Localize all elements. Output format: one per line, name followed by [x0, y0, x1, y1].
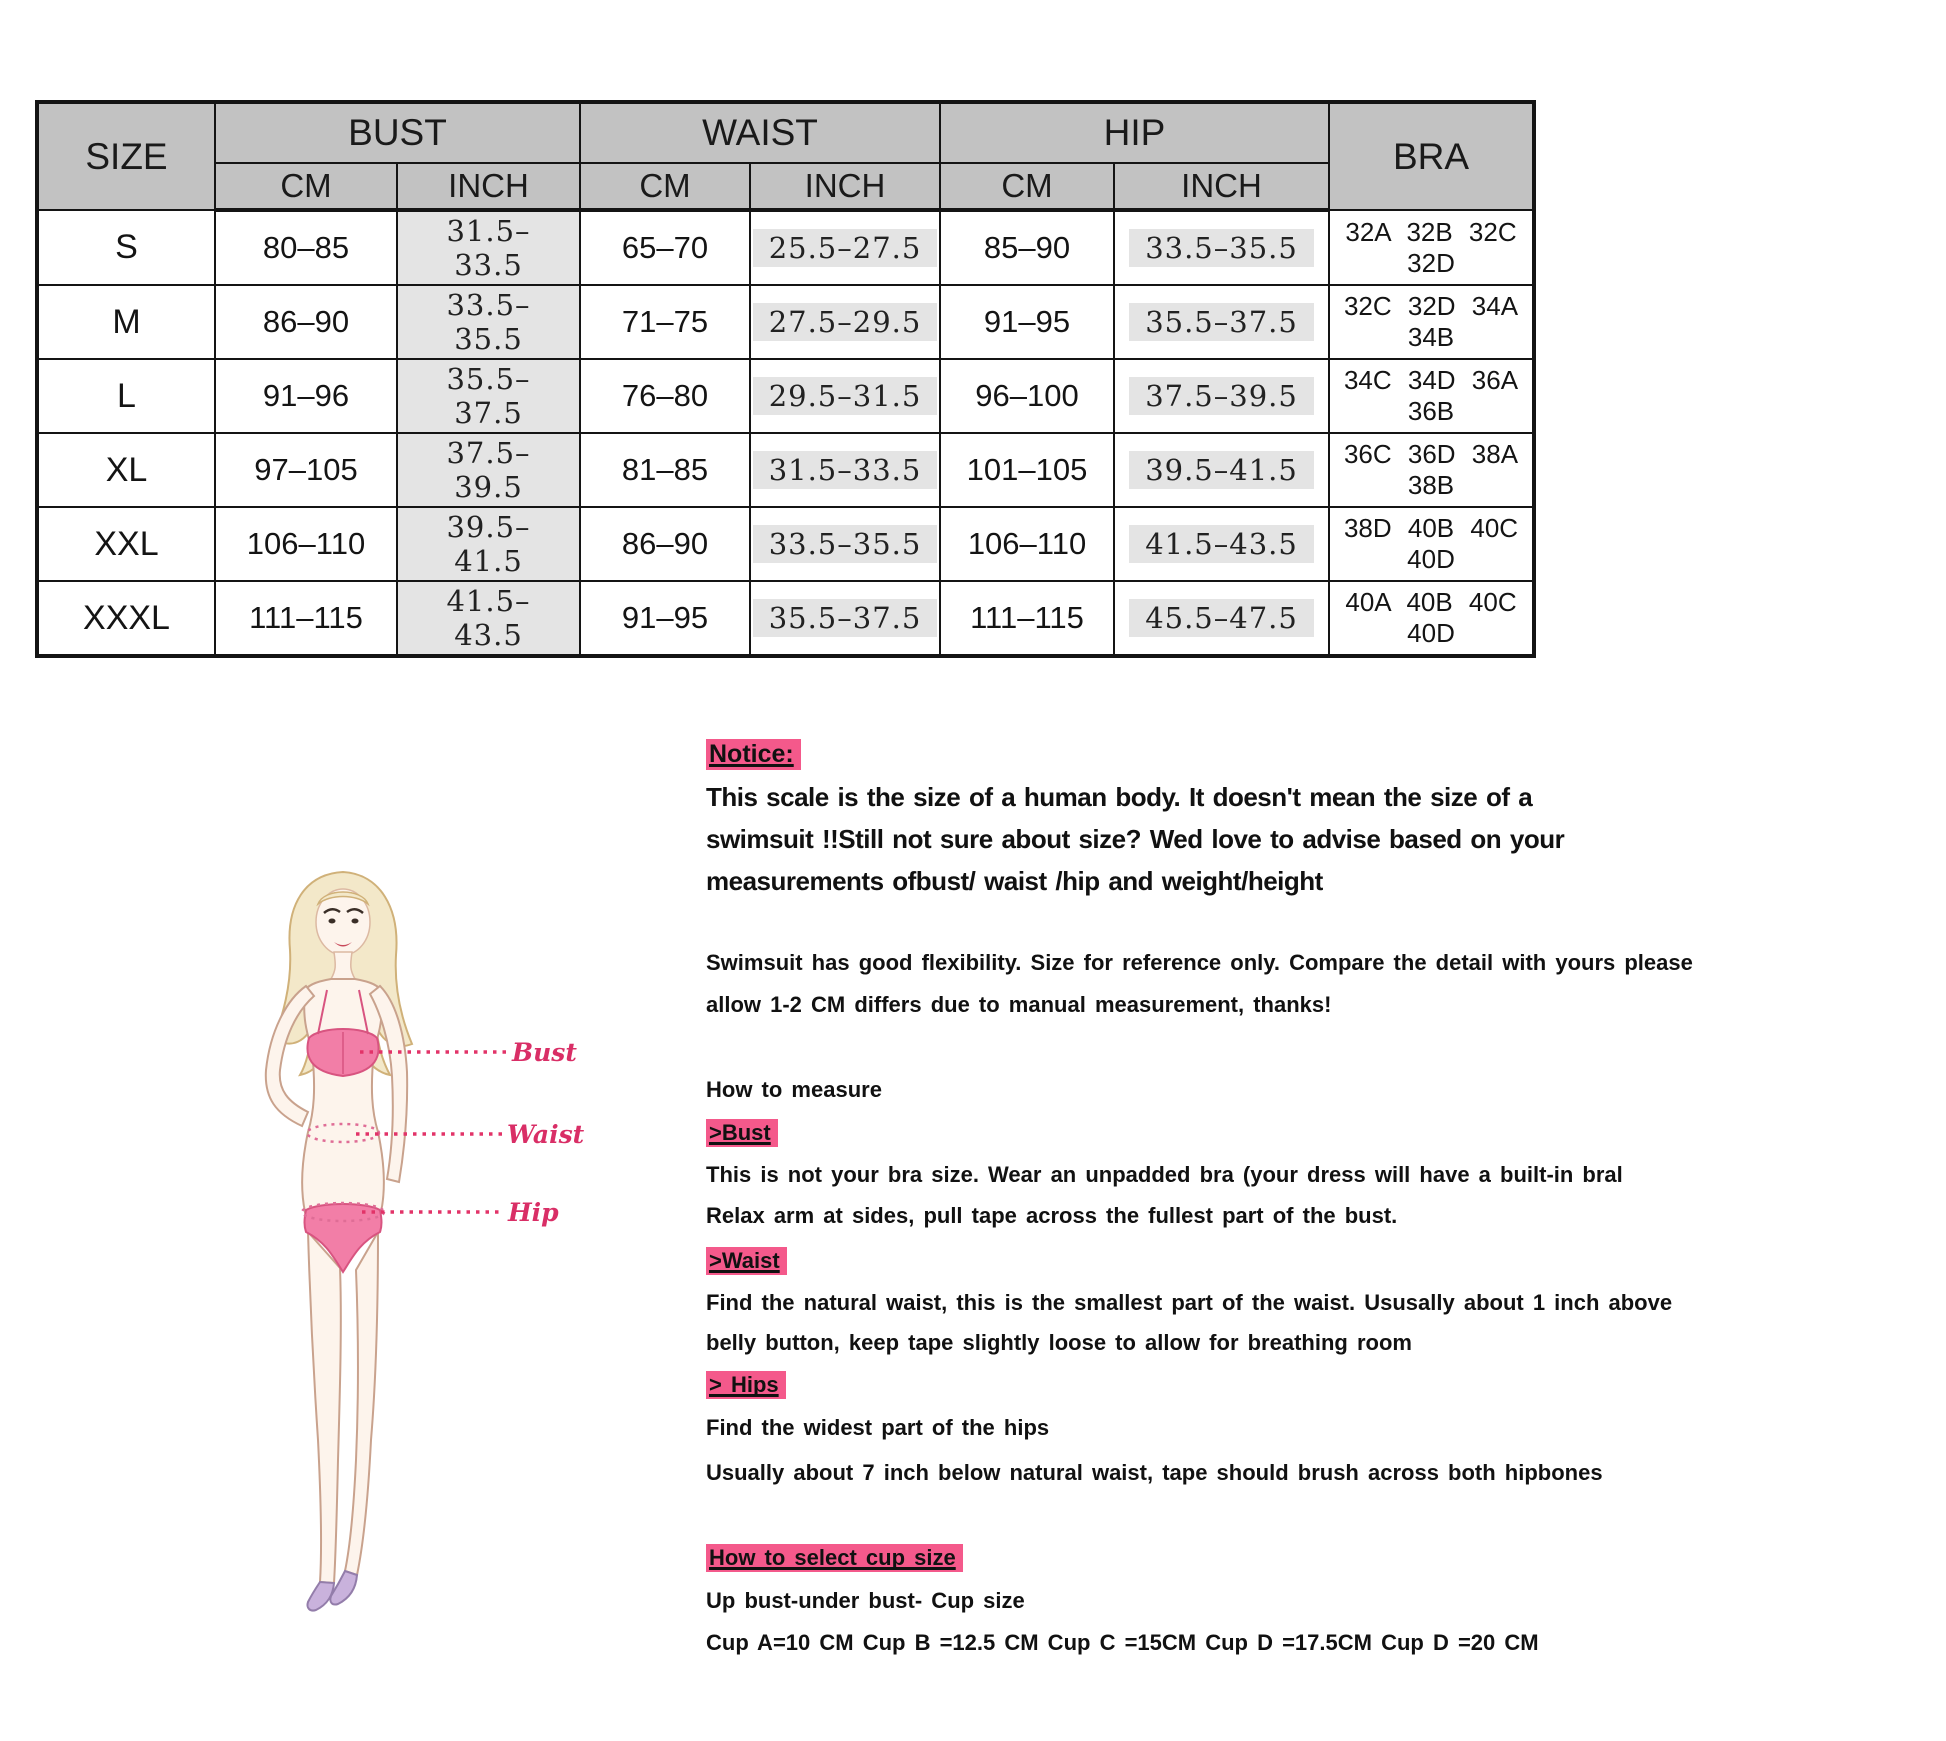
cell-waist-cm: 65–70	[580, 210, 750, 285]
body-measurement-illustration	[210, 860, 630, 1620]
inch-value: 37.5–39.5	[398, 434, 579, 506]
cell-hip-cm: 106–110	[940, 507, 1114, 581]
cell-bust-cm: 91–96	[215, 359, 397, 433]
inch-value: 41.5–43.5	[1129, 525, 1314, 563]
cell-hip-inch	[1114, 285, 1329, 359]
flexibility-line: allow 1-2 CM differs due to manual measurement, thanks!	[706, 992, 1332, 1017]
cup-size-line: Cup A=10 CM Cup B =12.5 CM Cup C =15CM Cup D =17.5CM Cup D =20 CM	[706, 1630, 1539, 1655]
waist-heading	[706, 1248, 787, 1274]
hips-instruction-line: Find the widest part of the hips	[706, 1415, 1050, 1440]
cell-waist-cm: 86–90	[580, 507, 750, 581]
cell-hip-inch	[1114, 507, 1329, 581]
notice-line: swimsuit !!Still not sure about size? Wed love to advise based on your	[706, 824, 1565, 854]
table-row-m	[37, 285, 1534, 359]
cell-size: L	[37, 359, 215, 433]
table-row-xl	[37, 433, 1534, 507]
cell-bust-cm: 80–85	[215, 210, 397, 285]
neck	[331, 952, 355, 979]
right-leg	[345, 1232, 378, 1575]
inch-value: 35.5–37.5	[753, 599, 938, 637]
waist-heading-highlight: >Waist	[706, 1247, 787, 1275]
cell-hip-inch	[1114, 359, 1329, 433]
cell-hip-cm: 96–100	[940, 359, 1114, 433]
header-waist: WAIST	[580, 102, 940, 163]
hips-instruction-line: Usually about 7 inch below natural waist, tape should brush across both hipbones	[706, 1460, 1603, 1485]
hips-heading	[706, 1372, 786, 1398]
cell-bust-inch	[397, 210, 580, 285]
notice-line: measurements ofbust/ waist /hip and weight/height	[706, 866, 1323, 896]
cell-bra: 32C 32D 34A 34B	[1329, 285, 1534, 359]
bust-instruction-line: Relax arm at sides, pull tape across the fullest part of the bust.	[706, 1203, 1398, 1228]
inch-value: 39.5–41.5	[398, 508, 579, 580]
waist-instruction-line: Find the natural waist, this is the smallest part of the waist. Ususally about 1 inch above	[706, 1290, 1673, 1315]
cell-waist-inch	[750, 507, 940, 581]
inch-value: 29.5–31.5	[753, 377, 938, 415]
cell-bust-inch	[397, 433, 580, 507]
header-bust-cm: CM	[215, 163, 397, 210]
inch-value: 35.5–37.5	[398, 360, 579, 432]
cell-bra: 34C 34D 36A 36B	[1329, 359, 1534, 433]
left-eye	[329, 919, 336, 924]
header-hip: HIP	[940, 102, 1329, 163]
header-waist-cm: CM	[580, 163, 750, 210]
cell-bra: 40A 40B 40C 40D	[1329, 581, 1534, 656]
bust-instruction-line: This is not your bra size. Wear an unpadded bra (your dress will have a built-in bral	[706, 1162, 1623, 1187]
hip-label: Hip	[508, 1198, 559, 1227]
cup-size-line: Up bust-under bust- Cup size	[706, 1588, 1025, 1613]
cell-waist-cm: 91–95	[580, 581, 750, 656]
cell-hip-inch	[1114, 433, 1329, 507]
notice-section	[706, 735, 1906, 1695]
cell-size: XXL	[37, 507, 215, 581]
header-bra: BRA	[1329, 102, 1534, 210]
size-chart-table	[35, 100, 1536, 658]
notice-heading	[706, 740, 801, 769]
cell-waist-inch	[750, 285, 940, 359]
table-row-xxl	[37, 507, 1534, 581]
cell-bra: 36C 36D 38A 38B	[1329, 433, 1534, 507]
inch-value: 39.5–41.5	[1129, 451, 1314, 489]
inch-value: 35.5–37.5	[1129, 303, 1314, 341]
cell-bust-inch	[397, 507, 580, 581]
table-row-l	[37, 359, 1534, 433]
bust-heading	[706, 1120, 778, 1146]
header-size: SIZE	[37, 102, 215, 210]
cell-waist-inch	[750, 210, 940, 285]
cell-waist-cm: 71–75	[580, 285, 750, 359]
cell-hip-cm: 111–115	[940, 581, 1114, 656]
waist-label: Waist	[507, 1120, 585, 1149]
cell-size: S	[37, 210, 215, 285]
cell-hip-inch	[1114, 581, 1329, 656]
inch-value: 33.5–35.5	[753, 525, 938, 563]
right-eye	[352, 919, 359, 924]
cell-waist-inch	[750, 359, 940, 433]
bust-label: Bust	[512, 1038, 577, 1067]
inch-value: 25.5–27.5	[753, 229, 938, 267]
cell-hip-cm: 101–105	[940, 433, 1114, 507]
inch-value: 33.5–35.5	[1129, 229, 1314, 267]
cup-size-heading	[706, 1545, 963, 1571]
header-bust-inch: INCH	[397, 163, 580, 210]
cell-waist-cm: 81–85	[580, 433, 750, 507]
cell-bust-cm: 86–90	[215, 285, 397, 359]
cell-hip-cm: 91–95	[940, 285, 1114, 359]
cell-bra: 38D 40B 40C 40D	[1329, 507, 1534, 581]
cup-size-heading-highlight: How to select cup size	[706, 1544, 963, 1572]
cell-size: XL	[37, 433, 215, 507]
inch-value: 27.5–29.5	[753, 303, 938, 341]
cell-waist-inch	[750, 433, 940, 507]
inch-value: 33.5–35.5	[398, 286, 579, 358]
table-row-s	[37, 210, 1534, 285]
how-to-measure-heading: How to measure	[706, 1077, 882, 1102]
cell-bust-cm: 97–105	[215, 433, 397, 507]
cell-size: XXXL	[37, 581, 215, 656]
header-hip-inch: INCH	[1114, 163, 1329, 210]
cell-bust-cm: 106–110	[215, 507, 397, 581]
cell-bra: 32A 32B 32C 32D	[1329, 210, 1534, 285]
inch-value: 37.5–39.5	[1129, 377, 1314, 415]
header-waist-inch: INCH	[750, 163, 940, 210]
notice-line: This scale is the size of a human body. It doesn't mean the size of a	[706, 782, 1533, 812]
inch-value: 41.5–43.5	[398, 582, 579, 654]
cell-bust-inch	[397, 285, 580, 359]
cell-hip-cm: 85–90	[940, 210, 1114, 285]
cell-bust-cm: 111–115	[215, 581, 397, 656]
cell-hip-inch	[1114, 210, 1329, 285]
header-hip-cm: CM	[940, 163, 1114, 210]
header-bust: BUST	[215, 102, 580, 163]
cell-bust-inch	[397, 359, 580, 433]
cell-bust-inch	[397, 581, 580, 656]
waist-instruction-line: belly button, keep tape slightly loose to allow for breathing room	[706, 1330, 1412, 1355]
notice-heading-highlight: Notice:	[706, 739, 801, 770]
inch-value: 31.5–33.5	[753, 451, 938, 489]
table-row-xxxl	[37, 581, 1534, 656]
bust-heading-highlight: >Bust	[706, 1119, 778, 1147]
flexibility-line: Swimsuit has good flexibility. Size for reference only. Compare the detail with yours please	[706, 950, 1693, 975]
torso	[302, 979, 384, 1212]
cell-waist-cm: 76–80	[580, 359, 750, 433]
inch-value: 31.5–33.5	[398, 212, 579, 284]
inch-value: 45.5–47.5	[1129, 599, 1314, 637]
left-leg	[308, 1232, 341, 1583]
cell-waist-inch	[750, 581, 940, 656]
hips-heading-highlight: > Hips	[706, 1371, 786, 1399]
cell-size: M	[37, 285, 215, 359]
